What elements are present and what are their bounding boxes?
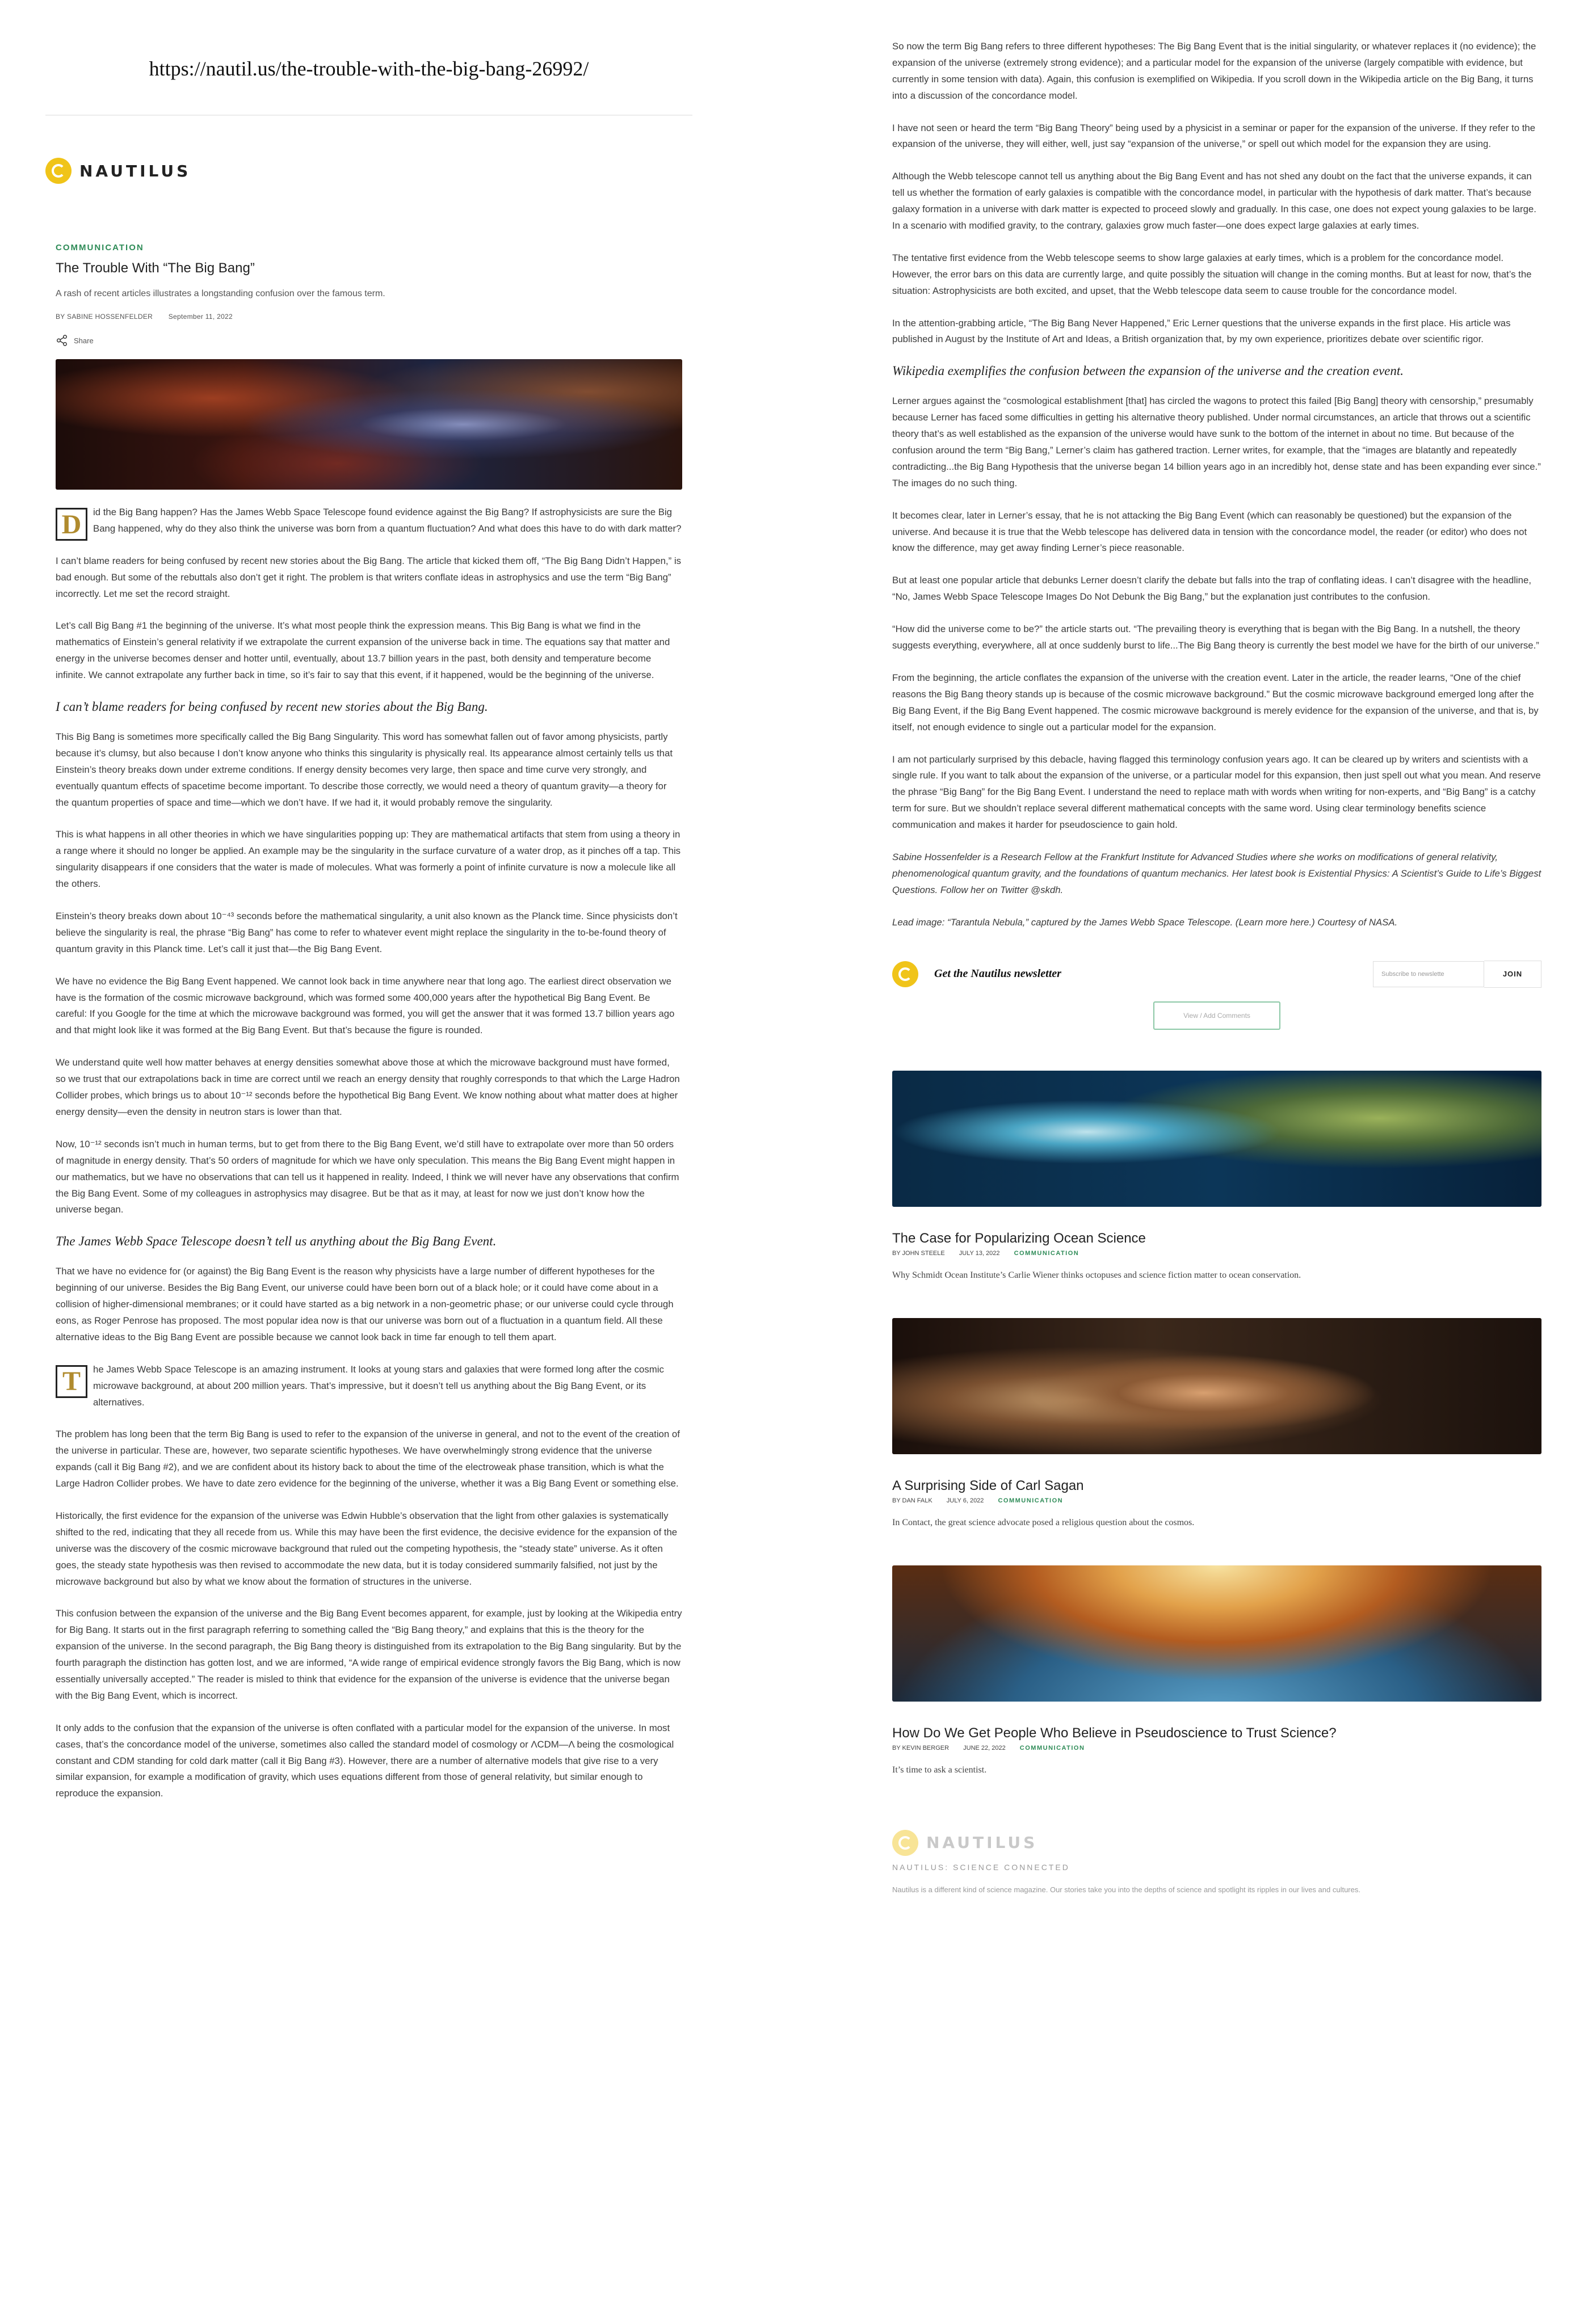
newsletter-title: Get the Nautilus newsletter — [934, 967, 1061, 980]
nautilus-logo-icon — [45, 158, 72, 184]
newsletter-signup — [892, 957, 1541, 991]
body-paragraph: We have no evidence the Big Bang Event happened. We cannot look back in time anywhere near that long ago. The earliest direct observation we have is the formation of the cosmic microwave background, which was formed some 400,000 years after the hypothetical Big Bang Event. Be careful: If you Google for the time at which the microwave background was formed, you will get the answer that it was formed 13.7 billion years ago and that might look like it was formed at the Big Bang Event. But that’s because the figure is rounded. — [56, 975, 675, 1036]
related-card[interactable] — [892, 1318, 1541, 1528]
card-meta — [892, 1745, 1541, 1752]
nautilus-logo-icon — [892, 961, 918, 987]
card-author[interactable]: BY DAN FALK — [892, 1497, 932, 1504]
section-paragraph — [56, 1362, 682, 1427]
body-paragraph: he James Webb Space Telescope is an amazing instrument. It looks at young stars and galaxies that were formed long after the cosmic microwave background, at about 200 million years. That’s impressive, but it doesn’t tell us anything about the Big Bang Event, or its alternatives. — [93, 1363, 664, 1408]
author-name[interactable]: BY SABINE HOSSENFELDER — [56, 313, 153, 321]
footer-logo-text: NAUTILUS — [926, 1833, 1038, 1853]
card-category[interactable]: COMMUNICATION — [1014, 1249, 1079, 1257]
body-paragraph: id the Big Bang happen? Has the James Webb Space Telescope found evidence against the Big Bang? If astrophysicists are sure the Big Bang happened, why do they also think the universe was born from a quantum fluctuation? And what does this have to do with dark matter? — [93, 507, 682, 534]
article-category[interactable]: COMMUNICATION — [56, 243, 144, 252]
hero-image — [56, 359, 682, 490]
card-category[interactable]: COMMUNICATION — [998, 1497, 1064, 1504]
nautilus-logo-icon — [892, 1830, 918, 1856]
body-paragraph: That we have no evidence for (or against) the Big Bang Event is the reason why physicists have a large number of different hypotheses for the beginning of our universe. Besides the Big Bang Event, our universe could have been born out of a black hole; or it could have come about in a collision of higher-dimensional membranes; or it could have started as a big network in a non-geometric phase; or our universe could cycle through eons, as Roger Penrose has proposed. The most popular idea now is that our universe was born out of a fluctuation in a quantum field. All these alternative ideas to the Big Bang Event are possible because we cannot look back in time far enough to tell them apart. — [56, 1266, 674, 1342]
related-card[interactable] — [892, 1565, 1541, 1775]
related-card[interactable] — [892, 1071, 1541, 1281]
body-paragraph: I am not particularly surprised by this debacle, having flagged this terminology confusion years ago. It can be cleared up by writers and scientists with a single rule. If you want to talk about the expansion of the universe, or a particular model for this expansion, then just spell out what you mean. And reserve the phrase “Big Bang” for the Big Bang Event. I understand the need to replace math with words when writing for non-experts, and “Big Bang” is a catchy term for sure. But we shouldn’t replace several different mathematical concepts with the same word. Using clear terminology benefits science communication and makes it harder for pseudoscience to gain hold. — [892, 753, 1541, 831]
body-paragraph: Now, 10⁻¹² seconds isn’t much in human terms, but to get from there to the Big Bang Event, we’d still have to extrapolate over more than 50 orders of magnitude in energy density. That’s 50 orders of magnitude for which we have only speculation. This means the Big Bang Event might happen in our mathematics, but we have no observations that can tell us it happened in reality. Indeed, I think we will never have any observations that confirm the Big Bang Event. Some of my colleagues in astrophysics may disagree. But be that as it may, at least for now we just don’t know how the universe began. — [56, 1138, 679, 1215]
body-paragraph: This is what happens in all other theories in which we have singularities popping up: They are mathematical artifacts that stem from using a theory in a range where it should no longer be applied. An example may be the singularity in the surface curvature of a water drop, as it pinches off a tap. This singularity disappears if one considers that the water is made of molecules. What was formerly a point of infinite curvature is now a molecule like all the others. — [56, 829, 681, 890]
body-paragraph: In the attention-grabbing article, “The Big Bang Never Happened,” Eric Lerner questions that the universe expands in the first place. His article was published in August by the Institute of Art and Ideas, a British organization that, by my own experience, prioritizes debate over scientific rigor. — [892, 317, 1511, 345]
card-date: JUNE 22, 2022 — [963, 1744, 1006, 1752]
card-image[interactable] — [892, 1071, 1541, 1207]
body-paragraph: The problem has long been that the term Big Bang is used to refer to the expansion of the universe in general, and not to the event of the creation of the universe in particular. These are, however, two separate scientific hypotheses. We have overwhelmingly strong evidence that the universe expands (call it Big Bang #2), and we are confident about its history back to about the time of the electroweak phase transition, which is what the Large Hadron Collider probes. We have to date zero evidence for the beginning of the universe, whether it was a Big Bang Event or something else. — [56, 1429, 680, 1489]
body-paragraph: It becomes clear, later in Lerner’s essay, that he is not attacking the Big Bang Event (which can reasonably be questioned) but the expansion of the universe. And because it is true that the Webb telescope has delivered data in tension with the concordance model, the reader (or editor) who does not know the difference, may get away finding Lerner’s piece reasonable. — [892, 510, 1527, 554]
card-description: It’s time to ask a scientist. — [892, 1765, 987, 1775]
body-paragraph: Lerner argues against the “cosmological establishment [that] has circled the wagons to protect this failed [Big Bang] theory with censorship,” presumably because Lerner has faced some difficulties in getting his alternative theory published. Under normal circumstances, an article that throws out a scientific theory that’s as well established as the expansion of the universe would have sunk to the bottom of the internet in about no time. But because of the confusion around the term “Big Bang,” Lerner’s claim has gathered traction. Lerner writes, for example, that the “images are blatantly and repeatedly contradicting...the Big Bang Hypothesis that the universe began 14 billion years ago in an incredibly hot, dense state and has been expanding ever since.” The images do no such thing. — [892, 395, 1541, 489]
body-paragraph: But at least one popular article that debunks Lerner doesn’t clarify the debate but falls into the trap of conflating ideas. I can’t disagree with the headline, “No, James Webb Space Telescope Images Do Not Debunk the Big Bang,” but the explanation just contributes to the confusion. — [892, 575, 1531, 603]
card-author[interactable]: BY KEVIN BERGER — [892, 1744, 950, 1752]
card-title[interactable]: A Surprising Side of Carl Sagan — [892, 1477, 1084, 1493]
body-paragraph: “How did the universe come to be?” the article starts out. “The prevailing theory is everything that is began with the Big Bang. In a nutshell, the theory suggests everything, everywhere, all at once suddenly burst to life...The Big Bang theory is currently the best model we have for the birth of our universe.” — [892, 624, 1539, 651]
pull-quote: The James Webb Space Telescope doesn’t tell us anything about the Big Bang Event. — [56, 1234, 497, 1249]
card-meta — [892, 1250, 1541, 1257]
join-button[interactable]: JOIN — [1484, 961, 1541, 988]
card-image[interactable] — [892, 1318, 1541, 1454]
right-column — [892, 0, 1541, 1894]
site-logo[interactable] — [45, 157, 692, 185]
body-paragraph: Einstein’s theory breaks down about 10⁻⁴³ seconds before the mathematical singularity, a unit also known as the Planck time. Since physicists don’t believe the singularity is real, the phrase “Big Bang” has come to refer to whatever event might replace the singularity in the to-be-found theory of quantum gravity in this Planck time. Let’s call it just that—the Big Bang Event. — [56, 911, 678, 954]
dropcap: D — [56, 508, 87, 541]
body-paragraph: We understand quite well how matter behaves at energy densities somewhat above those at which the microwave background must have formed, so we trust that our extrapolations back in time are correct until we reach an energy density that roughly corresponds to that which the Large Hadron Collider probes, which brings us to about 10⁻¹² seconds before the hypothetical Big Bang Event. We know nothing about what matter does at higher energy density—even the density in neutron stars is lower than that. — [56, 1057, 680, 1117]
view-comments-button[interactable]: View / Add Comments — [1153, 1001, 1280, 1030]
share-label: Share — [74, 336, 94, 345]
article-subtitle: A rash of recent articles illustrates a longstanding confusion over the famous term. — [56, 289, 385, 298]
body-paragraph: From the beginning, the article conflates the expansion of the universe with the creation event. Later in the article, the reader learns, “One of the chief reasons the Big Bang theory stands up is because of the cosmic microwave background.” But the cosmic microwave background emerged long after the Big Bang Event, if the Big Bang Event happened. The cosmic microwave background is merely evidence for the expansion of the universe, and that is, by itself, not enough evidence to single out a particular model for the expansion. — [892, 672, 1539, 732]
share-icon — [56, 334, 68, 347]
body-paragraph: Although the Webb telescope cannot tell us anything about the Big Bang Event and has not shed any doubt on the fact that the universe expands, it can tell us whether the formation of early galaxies is compatible with the concordance model, in particular with the hypothesis of dark matter. That’s because galaxy formation in a universe with dark matter is expected to proceed slowly and gradually. In this case, one does not expect young galaxies to be large. In a scenario with modified gravity, to the contrary, galaxies grow much faster—one does expect large galaxies at early times. — [892, 171, 1536, 231]
body-paragraph: The tentative first evidence from the Webb telescope seems to show large galaxies at early times, which is a problem for the concordance model. However, the error bars on this data are currently large, and quite possibly the situation will change in the coming months. But at least for now, that’s the situation: Astrophysicists are both excited, and upset, that the Webb telescope data seem to cause trouble for the concordance model. — [892, 252, 1532, 296]
newsletter-email-input[interactable]: Subscribe to newslette — [1373, 961, 1484, 987]
article — [56, 243, 682, 1802]
card-date: JULY 6, 2022 — [946, 1497, 984, 1504]
card-title[interactable]: How Do We Get People Who Believe in Pseudoscience to Trust Science? — [892, 1725, 1337, 1741]
divider — [45, 115, 692, 116]
footer-tagline: NAUTILUS: SCIENCE CONNECTED — [892, 1862, 1070, 1872]
article-byline — [56, 313, 682, 321]
card-image[interactable] — [892, 1565, 1541, 1702]
image-credit: Lead image: “Tarantula Nebula,” captured by the James Webb Space Telescope. (Learn more here.) Courtesy of NASA. — [892, 916, 1398, 928]
body-paragraph: I have not seen or heard the term “Big Bang Theory” being used by a physicist in a seminar or paper for the expansion of the universe. If they refer to the expansion of the universe, they will either, well, just say “expansion of the universe,” or spell out which model for the expansion they are using. — [892, 122, 1536, 150]
body-paragraph: Historically, the first evidence for the expansion of the universe was Edwin Hubble’s observation that the light from other galaxies is systematically shifted to the red, indicating that they all recede from us. While this may have been the first evidence, the decisive evidence for the expansion of the universe was the discovery of the cosmic microwave background that ruled out the competing hypothesis, the “steady state” universe. As it often goes, the steady state hypothesis was then revised to accommodate the new data, but it is today considered summarily falsified, not just by the microwave background but also by what we know about the formation of structures in the universe. — [56, 1510, 678, 1587]
card-author[interactable]: BY JOHN STEELE — [892, 1249, 945, 1257]
card-title[interactable]: The Case for Popularizing Ocean Science — [892, 1230, 1146, 1246]
card-description: In Contact, the great science advocate posed a religious question about the cosmos. — [892, 1517, 1195, 1527]
logo-text: NAUTILUS — [79, 161, 191, 180]
dropcap: T — [56, 1365, 87, 1398]
card-description: Why Schmidt Ocean Institute’s Carlie Wiener thinks octopuses and science fiction matter to ocean conservation. — [892, 1270, 1301, 1280]
left-column — [45, 0, 692, 1818]
body-paragraph: This confusion between the expansion of the universe and the Big Bang Event becomes apparent, for example, just by looking at the Wikipedia entry for Big Bang. It starts out in the first paragraph referring to something called the “Big Bang theory,” and explains that this is the theory for the expansion of the universe. In the second paragraph, the Big Bang theory is distinguished from its extrapolation to the Big Bang singularity. But by the fourth paragraph the distinction has gotten lost, and we are informed, “A wide range of empirical evidence strongly favors the Big Bang, which is now essentially universally accepted.” The reader is misled to think that evidence for the expansion of the universe is evidence that the universe began with the Big Bang Event, which is incorrect. — [56, 1608, 682, 1701]
intro-paragraph — [56, 504, 682, 553]
card-date: JULY 13, 2022 — [959, 1249, 1000, 1257]
body-paragraph: Let’s call Big Bang #1 the beginning of the universe. It’s what most people think the expression means. This Big Bang is what we find in the mathematics of Einstein’s general relativity if we extrapolate the current expansion of the universe back in time. The equations say that matter and energy in the universe becomes denser and hotter until, eventually, about 13.7 billion years in the past, both density and temperature become infinite. We cannot extrapolate any further back in time, so it’s fair to say that this event, if it happened, would be the beginning of the universe. — [56, 620, 670, 681]
footer-description: Nautilus is a different kind of science magazine. Our stories take you into the depths of science and spotlight its ripples in our lives and cultures. — [892, 1885, 1360, 1894]
footer-logo[interactable] — [892, 1830, 1541, 1856]
body-paragraph: So now the term Big Bang refers to three different hypotheses: The Big Bang Event that is the initial singularity, or whatever replaces it (no evidence); the expansion of the universe (extremely strong evidence); and a particular model for the expansion of the universe (largely compatible with evidence, but currently in some tension with data). Again, this confusion is exemplified on Wikipedia. If you scroll down in the Wikipedia article on the Big Bang, it turns into a discussion of the concordance model. — [892, 41, 1536, 101]
pull-quote: I can’t blame readers for being confused by recent new stories about the Big Bang. — [56, 700, 488, 714]
author-bio: Sabine Hossenfelder is a Research Fellow at the Frankfurt Institute for Advanced Studies where she works on modifications of general relativity, phenomenological quantum gravity, and the foundations of quantum mechanics. Her latest book is Existential Physics: A Scientist’s Guide to Life’s Biggest Questions. Follow her on Twitter @skdh. — [892, 851, 1541, 895]
body-paragraph: This Big Bang is sometimes more specifically called the Big Bang Singularity. This word has somewhat fallen out of favor among physicists, partly because it’s clumsy, but also because I don’t know anyone who thinks this singularity is physically real. Its appearance almost certainly tells us that Einstein’s theory breaks down under extreme conditions. If energy density becomes very large, then space and time curve very strongly, and eventually quantum effects of spacetime become important. To describe those correctly, we would need a theory of quantum gravity—a theory for the quantum properties of space and time—which we don’t have. If we had it, it would probably remove the singularity. — [56, 731, 673, 808]
page-url: https://nautil.us/the-trouble-with-the-big-bang-26992/ — [149, 57, 589, 80]
publish-date: September 11, 2022 — [168, 313, 233, 321]
body-paragraph: I can’t blame readers for being confused by recent new stories about the Big Bang. The article that kicked them off, “The Big Bang Didn’t Happen,” is bad enough. But some of the rebuttals also don’t get it right. The problem is that writers conflate ideas in astrophysics and use the term “Big Bang” incorrectly. Let me set the record straight. — [56, 555, 681, 599]
article-title: The Trouble With “The Big Bang” — [56, 260, 255, 276]
pull-quote: Wikipedia exemplifies the confusion between the expansion of the universe and the creation event. — [892, 364, 1404, 378]
share-button[interactable] — [56, 334, 682, 347]
card-category[interactable]: COMMUNICATION — [1019, 1744, 1085, 1752]
body-paragraph: It only adds to the confusion that the expansion of the universe is often conflated with a particular model for the expansion of the universe. In most cases, that’s the concordance model of the universe, sometimes also called the standard model of cosmology or ΛCDM—Λ being the cosmological constant and CDM standing for cold dark matter (call it Big Bang #3). However, there are a number of alternative models that give rise to a very similar expansion, for example a modification of gravity, which uses equations different from those of general relativity, but similar enough to reproduce the expansion. — [56, 1722, 674, 1799]
card-meta — [892, 1497, 1541, 1504]
